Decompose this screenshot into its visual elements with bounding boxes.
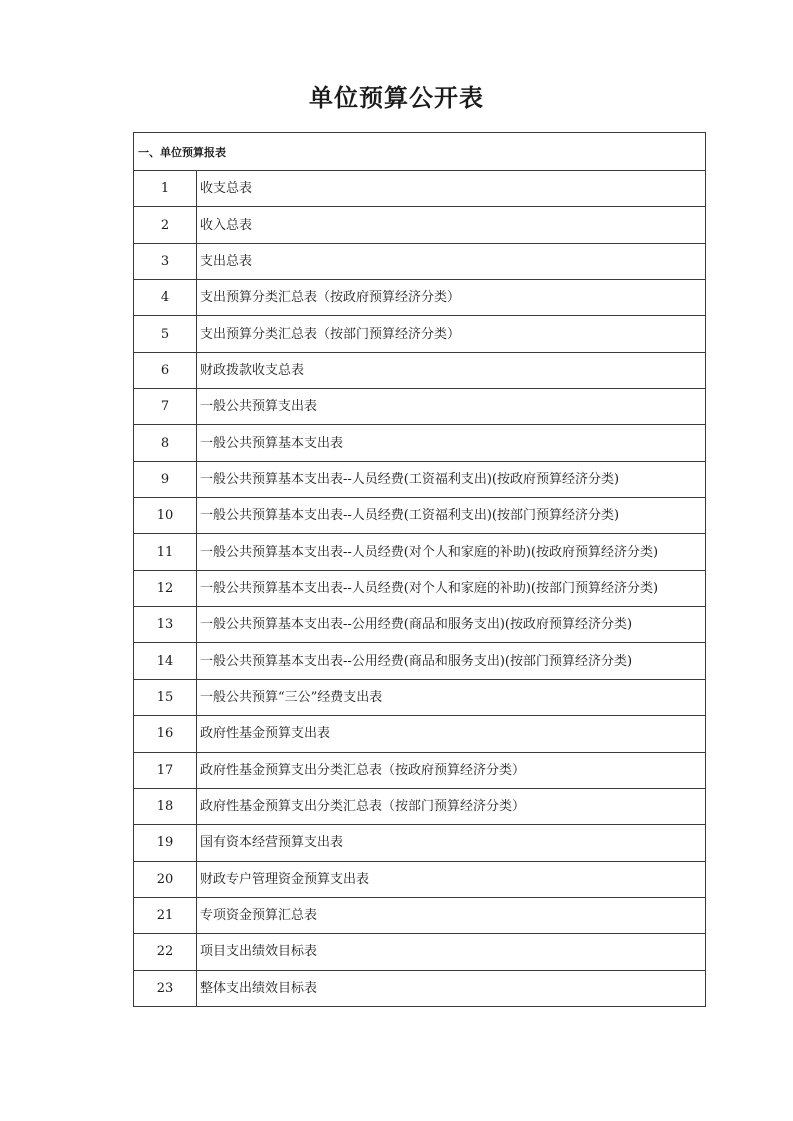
report-name: 一般公共预算基本支出表--人员经费(对个人和家庭的补助)(按部门预算经济分类): [197, 570, 706, 606]
report-name: 支出预算分类汇总表（按部门预算经济分类）: [197, 316, 706, 352]
report-name: 收支总表: [197, 171, 706, 207]
row-number: 17: [134, 752, 197, 788]
table-row: [134, 607, 706, 643]
report-name: 收入总表: [197, 207, 706, 243]
report-name: 一般公共预算“三公”经费支出表: [197, 679, 706, 715]
row-number: 14: [134, 643, 197, 679]
row-number: 11: [134, 534, 197, 570]
row-number: 10: [134, 498, 197, 534]
report-name: 政府性基金预算支出分类汇总表（按部门预算经济分类）: [197, 788, 706, 824]
page-title: 单位预算公开表: [309, 84, 484, 112]
report-name: 支出预算分类汇总表（按政府预算经济分类）: [197, 280, 706, 316]
table-row: [134, 970, 706, 1006]
report-name: 一般公共预算支出表: [197, 389, 706, 425]
table-row: [134, 861, 706, 897]
row-number: 3: [134, 243, 197, 279]
report-name: 财政拨款收支总表: [197, 352, 706, 388]
report-name: 一般公共预算基本支出表--人员经费(对个人和家庭的补助)(按政府预算经济分类): [197, 534, 706, 570]
table-row: [134, 280, 706, 316]
report-name: 项目支出绩效目标表: [197, 934, 706, 970]
table-row: [134, 207, 706, 243]
row-number: 4: [134, 280, 197, 316]
report-table-body: [134, 133, 706, 1007]
table-row: [134, 534, 706, 570]
table-row: [134, 352, 706, 388]
report-name: 一般公共预算基本支出表--公用经费(商品和服务支出)(按政府预算经济分类): [197, 607, 706, 643]
table-row: [134, 643, 706, 679]
report-name: 政府性基金预算支出表: [197, 716, 706, 752]
row-number: 1: [134, 171, 197, 207]
table-row: [134, 316, 706, 352]
report-name: 支出总表: [197, 243, 706, 279]
row-number: 21: [134, 897, 197, 933]
report-name: 财政专户管理资金预算支出表: [197, 861, 706, 897]
table-row: [134, 897, 706, 933]
table-row: [134, 716, 706, 752]
table-row: [134, 171, 706, 207]
row-number: 8: [134, 425, 197, 461]
report-name: 专项资金预算汇总表: [197, 897, 706, 933]
row-number: 2: [134, 207, 197, 243]
row-number: 12: [134, 570, 197, 606]
report-name: 一般公共预算基本支出表--公用经费(商品和服务支出)(按部门预算经济分类): [197, 643, 706, 679]
row-number: 5: [134, 316, 197, 352]
row-number: 19: [134, 825, 197, 861]
row-number: 15: [134, 679, 197, 715]
row-number: 20: [134, 861, 197, 897]
section-header-row: [134, 133, 706, 171]
row-number: 16: [134, 716, 197, 752]
table-row: [134, 389, 706, 425]
row-number: 13: [134, 607, 197, 643]
report-name: 国有资本经营预算支出表: [197, 825, 706, 861]
table-row: [134, 825, 706, 861]
report-name: 一般公共预算基本支出表: [197, 425, 706, 461]
report-name: 一般公共预算基本支出表--人员经费(工资福利支出)(按部门预算经济分类): [197, 498, 706, 534]
table-row: [134, 752, 706, 788]
report-name: 整体支出绩效目标表: [197, 970, 706, 1006]
table-row: [134, 243, 706, 279]
table-row: [134, 498, 706, 534]
report-name: 一般公共预算基本支出表--人员经费(工资福利支出)(按政府预算经济分类): [197, 461, 706, 497]
row-number: 23: [134, 970, 197, 1006]
table-row: [134, 425, 706, 461]
table-row: [134, 934, 706, 970]
table-row: [134, 679, 706, 715]
row-number: 9: [134, 461, 197, 497]
section-label: 一、单位预算报表: [134, 133, 706, 171]
report-table: [133, 132, 706, 1007]
report-name: 政府性基金预算支出分类汇总表（按政府预算经济分类）: [197, 752, 706, 788]
row-number: 6: [134, 352, 197, 388]
row-number: 7: [134, 389, 197, 425]
row-number: 22: [134, 934, 197, 970]
table-row: [134, 788, 706, 824]
table-row: [134, 570, 706, 606]
row-number: 18: [134, 788, 197, 824]
table-row: [134, 461, 706, 497]
